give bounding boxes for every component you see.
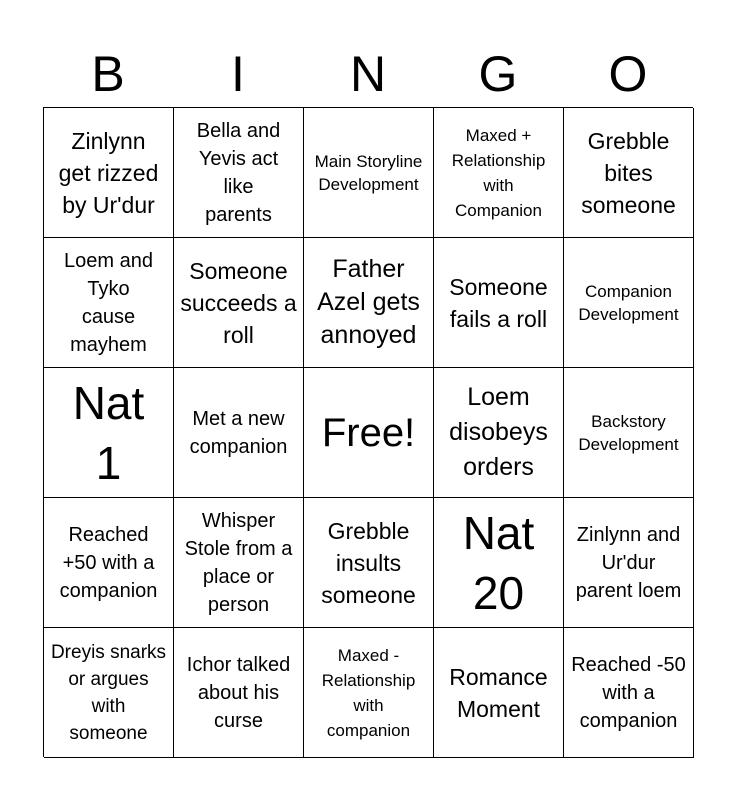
cell-text: Maxed - Relationship with companion: [321, 645, 416, 740]
bingo-free-space[interactable]: [304, 368, 434, 498]
cell-text: Grebble bites someone: [581, 127, 676, 218]
cell-text: Free!: [321, 410, 416, 455]
cell-text: Grebble insults someone: [321, 517, 416, 608]
cell-text: Bella and Yevis act like parents: [196, 119, 281, 226]
bingo-cell[interactable]: [564, 628, 694, 758]
bingo-cell[interactable]: [304, 108, 434, 238]
cell-text: Dreyis snarks or argues with someone: [50, 641, 167, 744]
cell-text: Companion Development: [578, 281, 679, 324]
cell-text: Reached +50 with a companion: [59, 523, 158, 602]
bingo-header: [43, 40, 693, 108]
bingo-cell[interactable]: [174, 498, 304, 628]
cell-text: Father Azel gets annoyed: [317, 255, 420, 349]
bingo-cell[interactable]: [304, 238, 434, 368]
bingo-cell[interactable]: [304, 628, 434, 758]
bingo-cell[interactable]: [564, 368, 694, 498]
bingo-cell[interactable]: [564, 108, 694, 238]
cell-text: Ichor talked about his curse: [186, 653, 291, 732]
bingo-cell[interactable]: [44, 628, 174, 758]
bingo-cell[interactable]: [434, 498, 564, 628]
cell-text: Main Storyline Development: [314, 151, 423, 194]
cell-text: Someone succeeds a roll: [180, 257, 297, 348]
bingo-cell[interactable]: [434, 628, 564, 758]
bingo-cell[interactable]: [564, 238, 694, 368]
bingo-cell[interactable]: [44, 368, 174, 498]
bingo-board: [43, 107, 693, 757]
header-letter-b: B: [91, 46, 125, 102]
cell-text: Romance Moment: [449, 663, 548, 722]
cell-text: Loem disobeys orders: [449, 383, 548, 481]
header-letter-n: N: [349, 46, 387, 102]
cell-text: Zinlynn and Ur'dur parent loem: [575, 523, 682, 602]
cell-text: Zinlynn get rizzed by Ur'dur: [58, 127, 159, 218]
cell-text: Nat 20: [462, 506, 535, 619]
header-letter-i: I: [231, 46, 245, 102]
cell-text: Maxed + Relationship with Companion: [451, 125, 546, 220]
cell-text: Met a new companion: [189, 407, 288, 458]
cell-text: Nat 1: [72, 376, 145, 489]
header-letter-g: G: [478, 46, 518, 102]
bingo-cell[interactable]: [174, 368, 304, 498]
bingo-cell[interactable]: [174, 238, 304, 368]
bingo-cell[interactable]: [44, 108, 174, 238]
cell-text: Loem and Tyko cause mayhem: [64, 249, 153, 356]
bingo-cell[interactable]: [434, 108, 564, 238]
cell-text: Backstory Development: [578, 411, 679, 454]
bingo-cell[interactable]: [174, 108, 304, 238]
header-letter-o: O: [608, 46, 648, 102]
cell-text: Whisper Stole from a place or person: [184, 509, 293, 616]
bingo-cell[interactable]: [434, 238, 564, 368]
bingo-cell[interactable]: [44, 238, 174, 368]
bingo-cell[interactable]: [564, 498, 694, 628]
bingo-cell[interactable]: [44, 498, 174, 628]
bingo-cell[interactable]: [174, 628, 304, 758]
cell-text: Reached -50 with a companion: [571, 653, 686, 732]
cell-text: Someone fails a roll: [449, 273, 548, 332]
bingo-cell[interactable]: [434, 368, 564, 498]
bingo-cell[interactable]: [304, 498, 434, 628]
